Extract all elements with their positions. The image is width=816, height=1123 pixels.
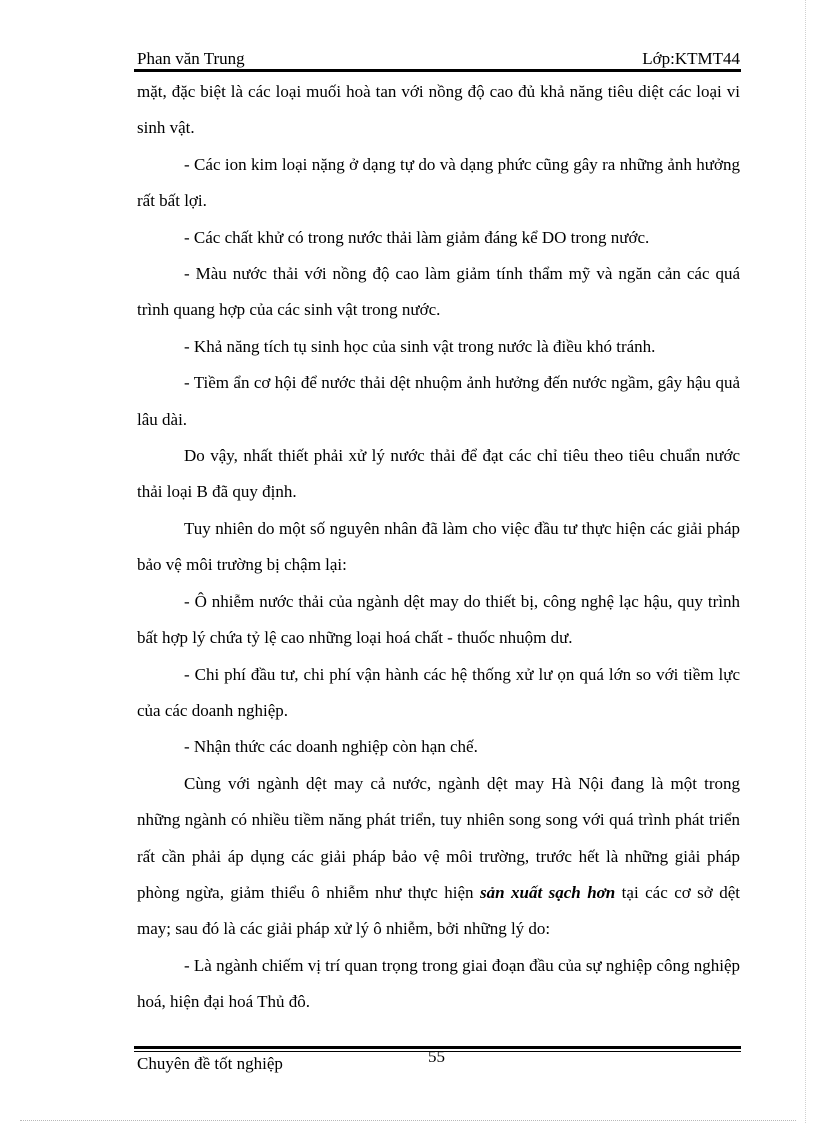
header-class: Lớp:KTMT44 [642, 49, 740, 68]
page-number: 55 [428, 1047, 445, 1066]
page-header [137, 49, 740, 71]
paragraph-10: - Chi phí đầu tư, chi phí vận hành các hệ thống xử lư ọn quá lớn so với tiềm lực của các doanh nghiệp. [137, 664, 740, 720]
paragraph-7: Do vậy, nhất thiết phải xử lý nước thải để đạt các chỉ tiêu theo tiêu chuẩn nước thải loại B đã quy định. [137, 446, 740, 502]
paragraph-2: - Các ion kim loại nặng ở dạng tự do và dạng phức cũng gây ra những ảnh hưởng rất bất lợi. [137, 154, 740, 211]
body-text [137, 74, 740, 1021]
paragraph-9: - Ô nhiễm nước thải của ngành dệt may do thiết bị, công nghệ lạc hậu, quy trình bất hợp lý chứa tỷ lệ cao những loại hoá chất - thuốc nhuộm dư. [137, 591, 740, 648]
paragraph-4: - Màu nước thải với nồng độ cao làm giảm tính thẩm mỹ và ngăn cản các quá trình quang hợp của các sinh vật trong nước. [137, 264, 740, 320]
header-author: Phan văn Trung [137, 49, 245, 68]
paragraph-8: Tuy nhiên do một số nguyên nhân đã làm cho việc đầu tư thực hiện các giải pháp bảo vệ môi trường bị chậm lại: [137, 518, 740, 575]
footer-label: Chuyên đề tốt nghiệp [137, 1054, 283, 1073]
right-dotted-border [805, 0, 806, 1123]
paragraph-11: - Nhận thức các doanh nghiệp còn hạn chế. [184, 737, 478, 757]
paragraph-5: - Khả năng tích tụ sinh học của sinh vật trong nước là điều khó tránh. [184, 336, 656, 356]
paragraph-1: mặt, đặc biệt là các loại muối hoà tan với nồng độ cao đủ khả năng tiêu diệt các loại vi sinh vật. [137, 82, 740, 138]
paragraph-12-start: Cùng với ngành dệt may cả nước, ngành dệt may Hà Nội đang là một trong những ngành có nhiều tiềm năng phát triển, tuy nhiên song song với quá trình phát triển rất cần phải áp dụng các giải pháp bảo vệ môi trường, trước hết là những giải pháp phòng ngừa, giảm thiểu ô nhiễm như thực hiện [137, 773, 740, 902]
paragraph-6: - Tiềm ẩn cơ hội để nước thải dệt nhuộm ảnh hưởng đến nước ngầm, gây hậu quả lâu dài. [137, 373, 740, 429]
paragraph-13: - Là ngành chiếm vị trí quan trọng trong giai đoạn đầu của sự nghiệp công nghiệp hoá, hiện đại hoá Thủ đô. [137, 955, 740, 1012]
paragraph-3: - Các chất khử có trong nước thải làm giảm đáng kể DO trong nước. [184, 227, 650, 247]
page-footer [137, 1054, 740, 1074]
cleaner-production-emphasis: sản xuất sạch hơn [479, 882, 616, 902]
bottom-dotted-border [20, 1120, 796, 1121]
header-rule [134, 69, 741, 72]
paragraph-12-end: tại các cơ sở dệt may; sau đó là các giải pháp xử lý ô nhiễm, bởi những lý do: [137, 882, 741, 939]
paragraph-12 [137, 766, 740, 948]
